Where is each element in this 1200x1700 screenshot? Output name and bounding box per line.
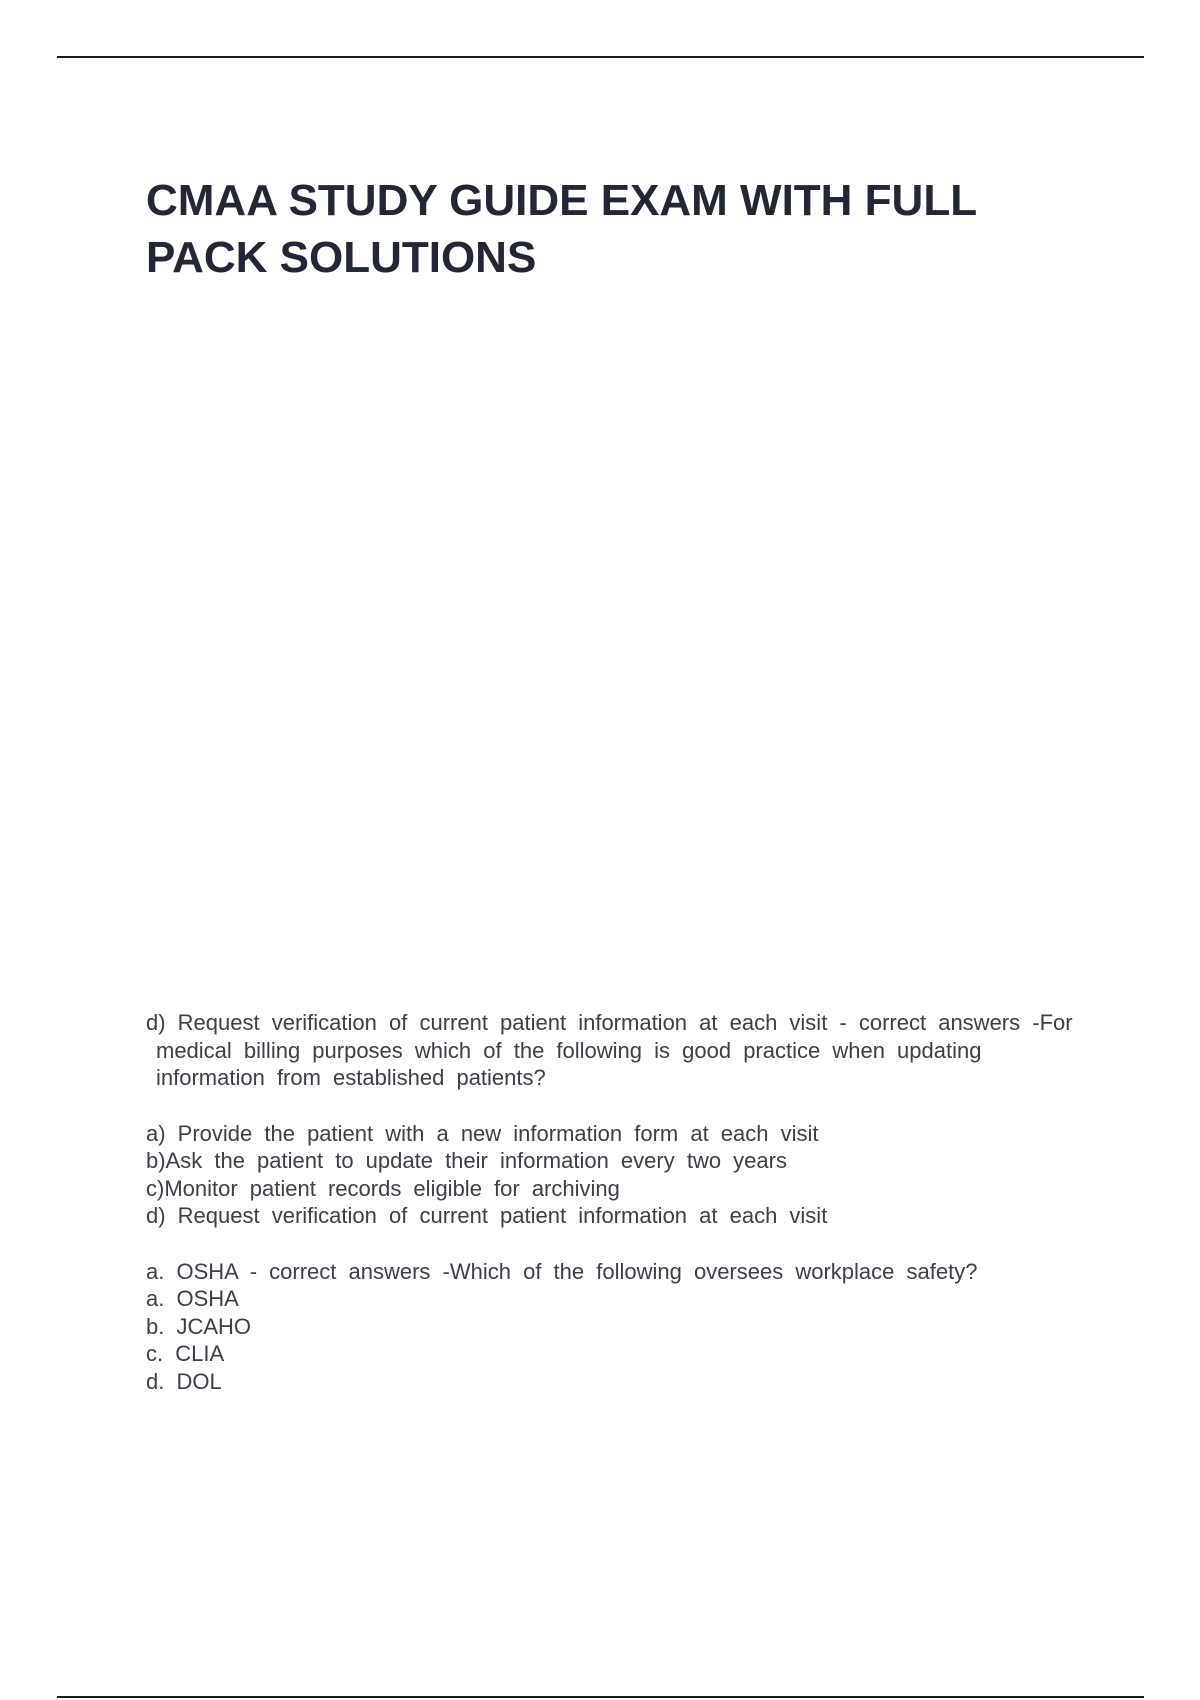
answer-option: a. OSHA [146,1286,239,1311]
answer-option: b. JCAHO [146,1313,252,1339]
answer-option: d. DOL [146,1368,222,1394]
answer-option: d) Request verification of current patient information at each visit [146,1203,828,1228]
answer-option: a) Provide the patient with a new information form at each visit [146,1120,819,1146]
answer-option: c. CLIA [146,1341,225,1366]
title-line: PACK SOLUTIONS [146,233,537,282]
answer-option: c)Monitor patient records eligible for archiving [146,1175,620,1201]
top-rule [57,56,1144,58]
question-block-2 [146,1258,1076,1396]
question-stem: a. OSHA - correct answers -Which of the following oversees workplace safety? [146,1258,978,1284]
question-block-1 [146,1009,1076,1230]
bottom-rule [57,1696,1144,1698]
document-title [146,172,1106,286]
question-stem: d) Request verification of current patient information at each visit - correct answers -For medical billing purposes which of the following is good practice when updating information from established patients? [146,1010,1073,1090]
answer-option: b)Ask the patient to update their information every two years [146,1148,787,1173]
question-list [146,1009,1076,1423]
title-line: CMAA STUDY GUIDE EXAM WITH FULL [146,176,978,225]
